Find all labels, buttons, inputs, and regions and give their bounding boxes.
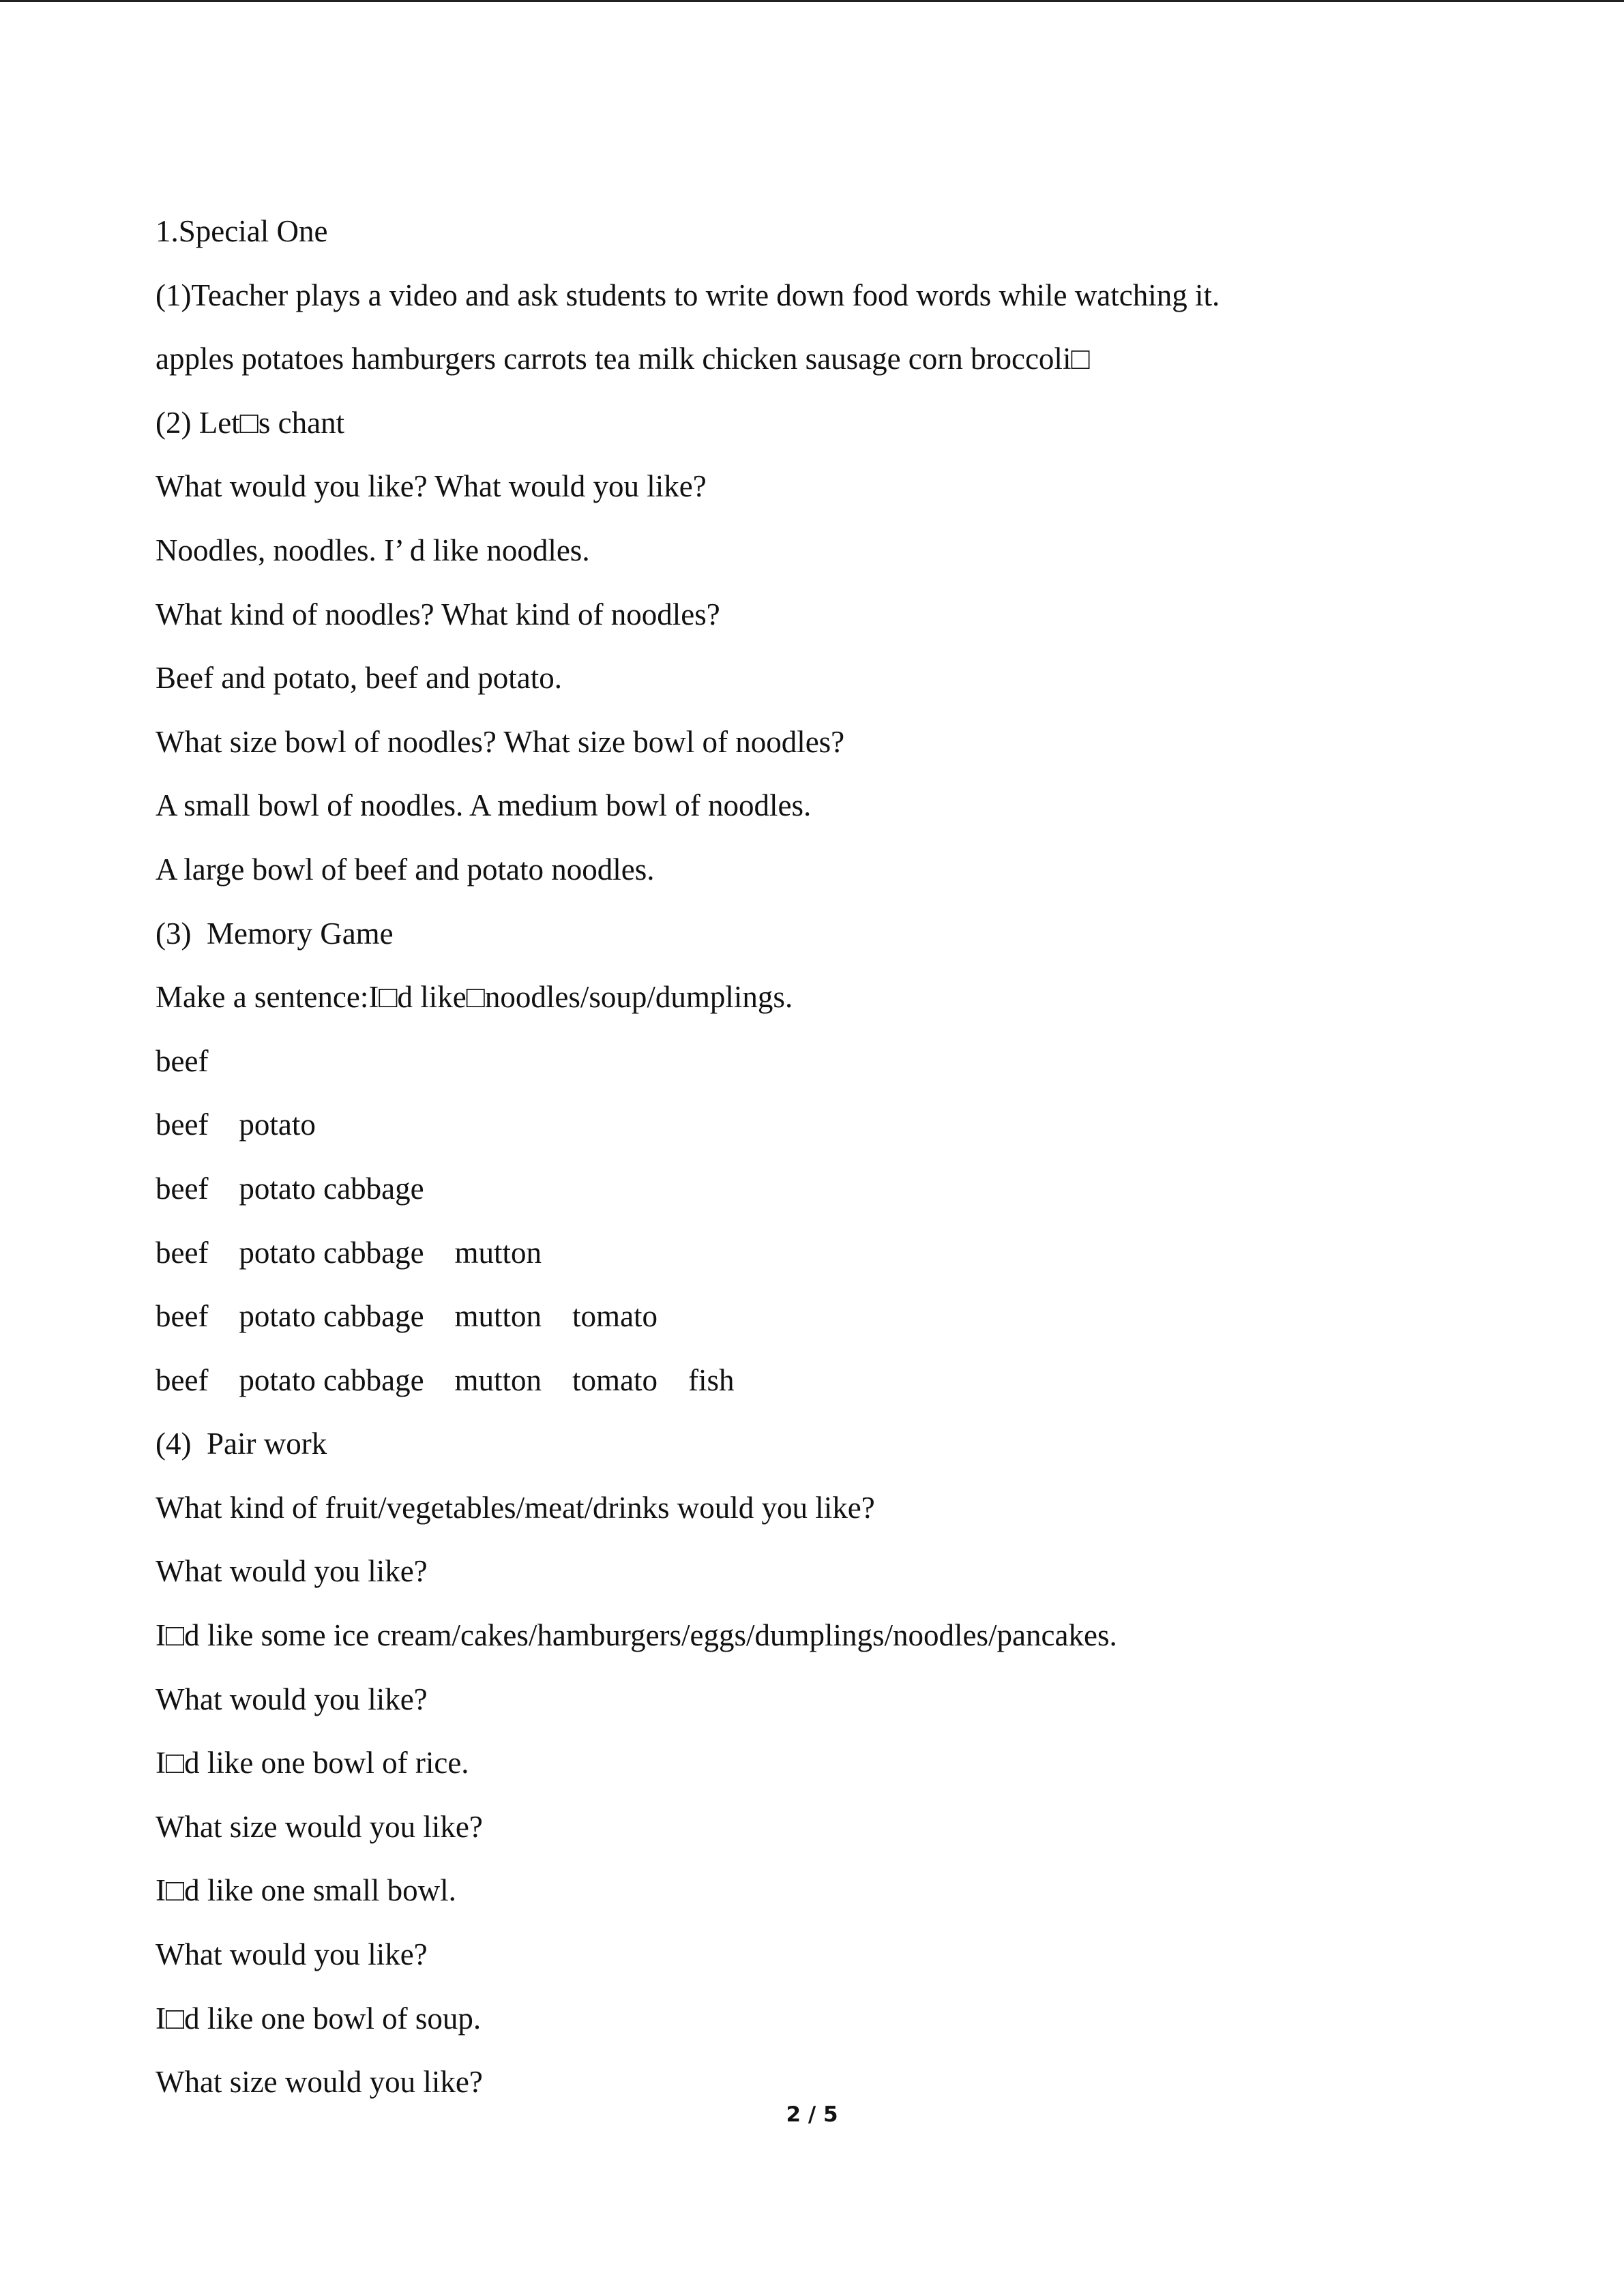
text-line: What would you like? (156, 1937, 428, 1972)
text-line: What would you like? (156, 1682, 428, 1716)
text-line: A large bowl of beef and potato noodles. (156, 852, 655, 886)
text-line: I□d like one bowl of rice. (156, 1746, 469, 1780)
text-line: What size would you like? (156, 2065, 483, 2100)
text-line: beef (156, 1043, 209, 1078)
subsection-heading: (3) Memory Game (156, 916, 394, 951)
subsection-heading: (2) Let□s chant (156, 405, 345, 440)
text-line: I□d like one small bowl. (156, 1873, 456, 1908)
text-line: beef potato cabbage (156, 1171, 424, 1206)
text-line: Beef and potato, beef and potato. (156, 661, 563, 696)
text-line: What size bowl of noodles? What size bowl of noodles? (156, 724, 845, 759)
text-line: A small bowl of noodles. A medium bowl of noodles. (156, 788, 812, 823)
text-line: Noodles, noodles. I’ d like noodles. (156, 533, 590, 567)
section-heading: 1.Special One (156, 214, 328, 248)
text-line: What kind of fruit/vegetables/meat/drinks would you like? (156, 1490, 875, 1525)
text-line: What would you like? (156, 1554, 428, 1589)
text-line: apples potatoes hamburgers carrots tea milk chicken sausage corn broccoli□ (156, 342, 1090, 376)
text-line: beef potato (156, 1107, 316, 1142)
page-number: 2 / 5 (786, 2102, 838, 2127)
text-line: What would you like? What would you like? (156, 469, 707, 504)
text-line: What size would you like? (156, 1809, 483, 1844)
subsection-heading: (4) Pair work (156, 1427, 327, 1461)
document-body (156, 211, 1520, 2126)
text-line: Make a sentence:I□d like□noodles/soup/dumplings. (156, 980, 793, 1015)
text-line: beef potato cabbage mutton tomato (156, 1299, 658, 1334)
text-line: I□d like one bowl of soup. (156, 2001, 482, 2036)
text-line: beef potato cabbage mutton tomato fish (156, 1362, 735, 1397)
text-line: I□d like some ice cream/cakes/hamburgers/eggs/dumplings/noodles/pancakes. (156, 1618, 1117, 1653)
text-line: beef potato cabbage mutton (156, 1235, 542, 1270)
text-line: What kind of noodles? What kind of noodles? (156, 597, 720, 631)
text-line: (1)Teacher plays a video and ask students to write down food words while watching it. (156, 278, 1220, 312)
